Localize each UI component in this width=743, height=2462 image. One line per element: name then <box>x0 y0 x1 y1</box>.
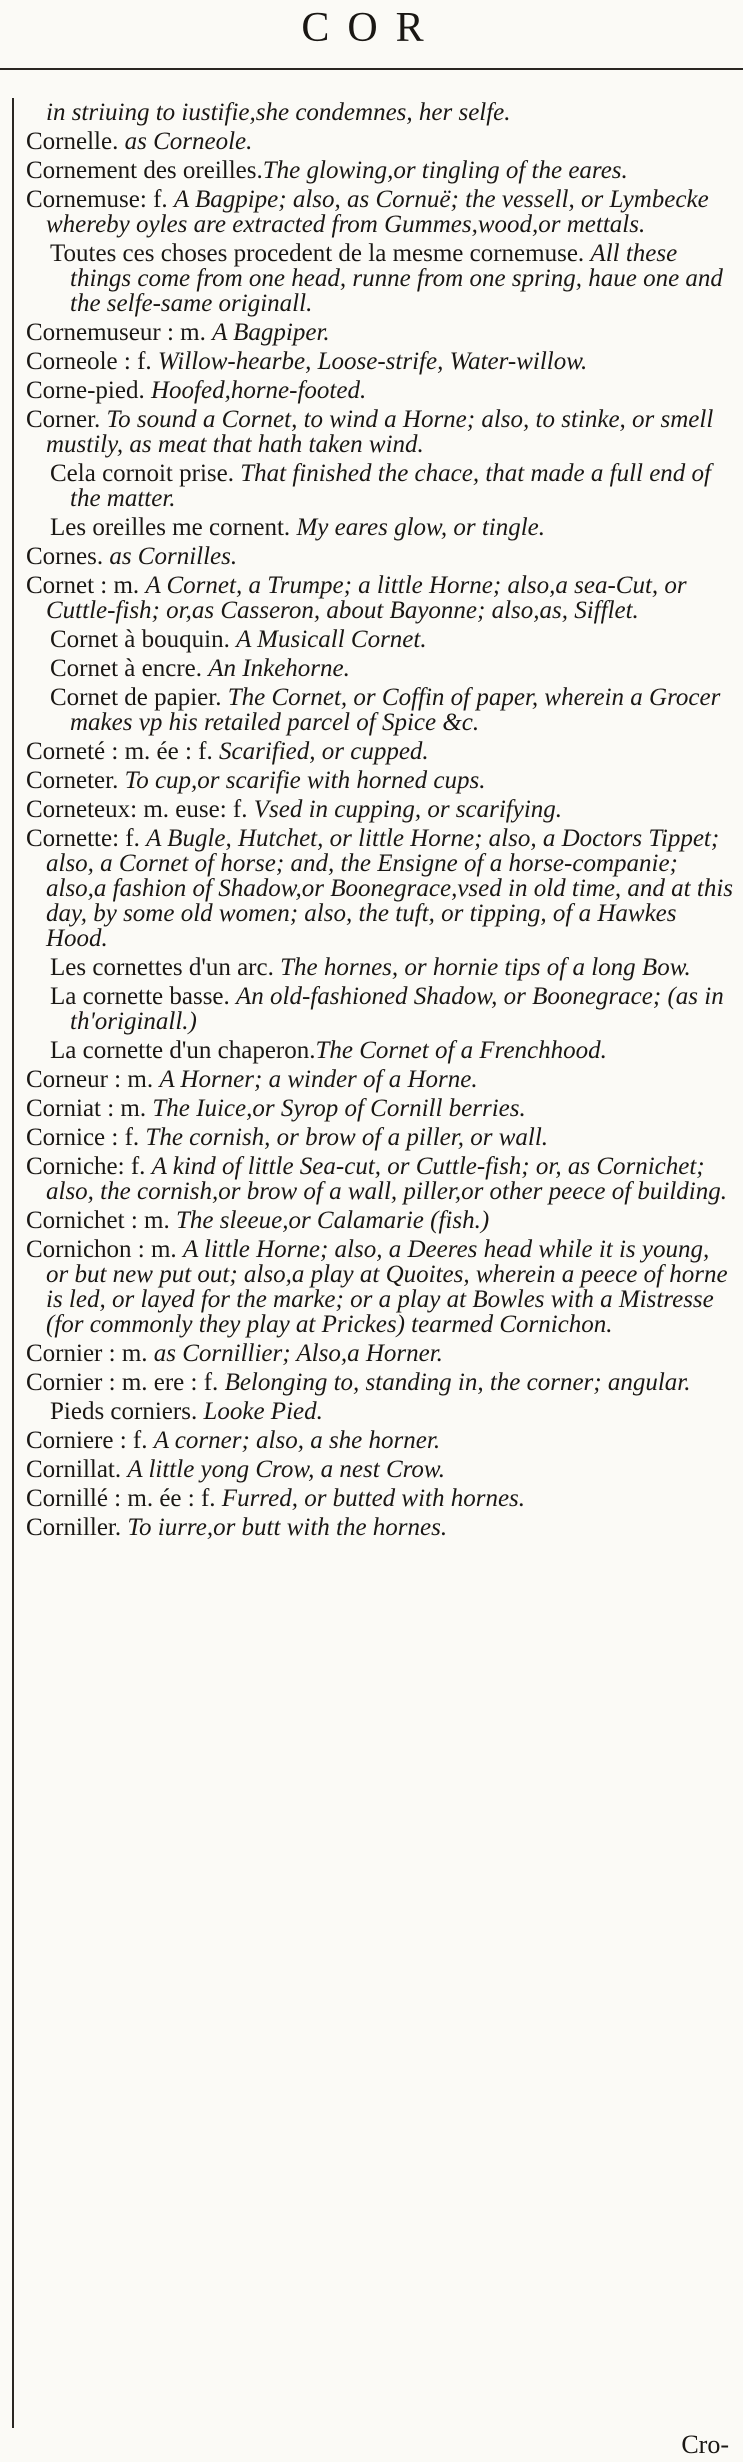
definition: A Bagpiper. <box>212 319 330 346</box>
headword: La cornette basse. <box>50 983 237 1010</box>
definition: The glowing,or tingling of the eares. <box>262 157 628 184</box>
headword: Cornillat. <box>26 1456 128 1483</box>
definition: Vsed in cupping, or scarifying. <box>253 796 563 823</box>
dictionary-entry <box>26 1208 736 1233</box>
headword: Cornice : f. <box>26 1124 146 1151</box>
definition: as Cornillier; Also,a Horner. <box>153 1340 443 1367</box>
definition: Willow-hearbe, Loose-strife, Water-willow. <box>157 348 588 375</box>
definition: All these things come from one head, runne from one spring, haue one and the selfe-same originall. <box>70 240 723 317</box>
definition: The hornes, or hornie tips of a long Bow. <box>280 954 691 981</box>
headword: Cornichet : m. <box>26 1207 176 1234</box>
definition: The cornish, or brow of a piller, or wall. <box>145 1124 549 1151</box>
headword: Cornier : m. <box>26 1340 154 1367</box>
headword: Les oreilles me cornent. <box>50 514 297 541</box>
definition: The Cornet of a Frenchhood. <box>315 1037 607 1064</box>
definition: Scarified, or cupped. <box>219 738 429 765</box>
definition: A Cornet, a Trumpe; a little Horne; also,a sea-Cut, or Cuttle-fish; or,as Casseron, about Bayonne; also,as, Sifflet. <box>46 572 687 624</box>
dictionary-entry <box>26 1515 736 1540</box>
definition: as Cornilles. <box>109 543 238 570</box>
definition: Belonging to, standing in, the corner; angular. <box>224 1369 691 1396</box>
definition: Looke Pied. <box>203 1398 323 1425</box>
headword: Corniere : f. <box>26 1427 154 1454</box>
definition: as Corneole. <box>124 128 253 155</box>
headword: Corniller. <box>26 1514 128 1541</box>
definition: An Inkehorne. <box>208 655 350 682</box>
headword: Corneole : f. <box>26 348 158 375</box>
dictionary-entry <box>26 797 736 822</box>
header-rule <box>0 68 743 70</box>
dictionary-entry <box>26 158 736 183</box>
dictionary-entry <box>26 1428 736 1453</box>
definition: A corner; also, a she horner. <box>153 1427 441 1454</box>
dictionary-entry <box>26 129 736 154</box>
sub-entry <box>26 241 736 316</box>
dictionary-entry <box>26 1067 736 1092</box>
definition: To iurre,or butt with the hornes. <box>127 1514 448 1541</box>
headword: Cornement des oreilles. <box>26 157 263 184</box>
definition: in striuing to iustifie,she condemnes, her selfe. <box>46 99 511 126</box>
headword: Pieds corniers. <box>50 1398 204 1425</box>
dictionary-entry <box>26 1370 736 1395</box>
dictionary-entry <box>26 1096 736 1121</box>
dictionary-column <box>26 100 736 1544</box>
headword: Toutes ces choses procedent de la mesme cornemuse. <box>50 240 591 267</box>
sub-entry <box>26 515 736 540</box>
headword: Cornemuse: f. <box>26 186 174 213</box>
dictionary-entry <box>26 320 736 345</box>
definition: A Horner; a winder of a Horne. <box>159 1066 478 1093</box>
headword: Corneteux: m. euse: f. <box>26 796 254 823</box>
dictionary-entry <box>26 349 736 374</box>
definition: An old-fashioned Shadow, or Boonegrace; (as in th'originall.) <box>70 983 724 1035</box>
headword: Cornet à encre. <box>50 655 209 682</box>
headword: Corneté : m. ée : f. <box>26 738 219 765</box>
margin-rule <box>12 98 14 2428</box>
catchword: Cro- <box>681 2430 729 2459</box>
dictionary-entry <box>26 739 736 764</box>
headword: Cornes. <box>26 543 110 570</box>
dictionary-entry <box>26 1125 736 1150</box>
definition: Furred, or butted with hornes. <box>221 1485 526 1512</box>
sub-entry <box>26 1038 736 1063</box>
headword: Corner. <box>26 406 107 433</box>
sub-entry <box>26 461 736 511</box>
headword: Cornet à bouquin. <box>50 626 237 653</box>
definition: To sound a Cornet, to wind a Horne; also, to stinke, or smell mustily, as meat that hath taken wind. <box>46 406 714 458</box>
headword: Corniat : m. <box>26 1095 153 1122</box>
sub-entry <box>26 627 736 652</box>
sub-entry <box>26 685 736 735</box>
dictionary-entry <box>26 378 736 403</box>
definition: A kind of little Sea-cut, or Cuttle-fish; or, as Cornichet; also, the cornish,or brow of a wall, piller,or other peece of building. <box>46 1153 727 1205</box>
dictionary-entry <box>26 100 736 125</box>
headword: La cornette d'un chaperon. <box>50 1037 316 1064</box>
dictionary-entry <box>26 826 736 951</box>
definition: The Cornet, or Coffin of paper, wherein a Grocer makes vp his retailed parcel of Spice &c. <box>70 684 721 736</box>
definition: Hoofed,horne-footed. <box>150 377 367 404</box>
page-header <box>0 0 743 62</box>
headword: Cornier : m. ere : f. <box>26 1369 225 1396</box>
definition: That finished the chace, that made a full end of the matter. <box>70 460 711 512</box>
dictionary-entry <box>26 573 736 623</box>
definition: A little Horne; also, a Deeres head while it is young, or but new put out; also,a play at Quoites, wherein a peece of horne is led, or layed for the marke; or a play at Bowles with a Mistresse (for commonly they play at Prickes) tearmed Cornichon. <box>46 1236 728 1338</box>
headword: Cornillé : m. ée : f. <box>26 1485 222 1512</box>
dictionary-entry <box>26 1486 736 1511</box>
headword: Cornet de papier. <box>50 684 228 711</box>
dictionary-entry <box>26 544 736 569</box>
headword: Corniche: f. <box>26 1153 152 1180</box>
headword: Cornette: f. <box>26 825 147 852</box>
definition: My eares glow, or tingle. <box>296 514 546 541</box>
definition: A little yong Crow, a nest Crow. <box>127 1456 445 1483</box>
dictionary-entry <box>26 1154 736 1204</box>
definition: A Bagpipe; also, as Cornuë; the vessell, or Lymbecke whereby oyles are extracted from Gummes,wood,or mettals. <box>46 186 709 238</box>
dictionary-entry <box>26 187 736 237</box>
sub-entry <box>26 984 736 1034</box>
headword: Cornelle. <box>26 128 125 155</box>
page-title: COR <box>301 5 442 51</box>
dictionary-entry <box>26 1341 736 1366</box>
dictionary-entry <box>26 768 736 793</box>
dictionary-entry <box>26 407 736 457</box>
headword: Les cornettes d'un arc. <box>50 954 281 981</box>
headword: Cela cornoit prise. <box>50 460 241 487</box>
sub-entry <box>26 955 736 980</box>
definition: A Bugle, Hutchet, or little Horne; also, a Doctors Tippet; also, a Cornet of horse; and, the Ensigne of a horse-companie; also,a fashion of Shadow,or Boonegrace,vsed in old time, and at this day, by some old women; also, the tuft, or tipping, of a Hawkes Hood. <box>46 825 733 952</box>
sub-entry <box>26 1399 736 1424</box>
headword: Corneur : m. <box>26 1066 160 1093</box>
definition: The sleeue,or Calamarie (fish.) <box>175 1207 490 1234</box>
definition: The Iuice,or Syrop of Cornill berries. <box>152 1095 526 1122</box>
headword: Corneter. <box>26 767 125 794</box>
dictionary-entry <box>26 1457 736 1482</box>
definition: To cup,or scarifie with horned cups. <box>124 767 486 794</box>
sub-entry <box>26 656 736 681</box>
headword: Cornet : m. <box>26 572 146 599</box>
definition: A Musicall Cornet. <box>236 626 427 653</box>
headword: Cornemuseur : m. <box>26 319 213 346</box>
headword: Cornichon : m. <box>26 1236 183 1263</box>
headword: Corne-pied. <box>26 377 151 404</box>
dictionary-entry <box>26 1237 736 1337</box>
